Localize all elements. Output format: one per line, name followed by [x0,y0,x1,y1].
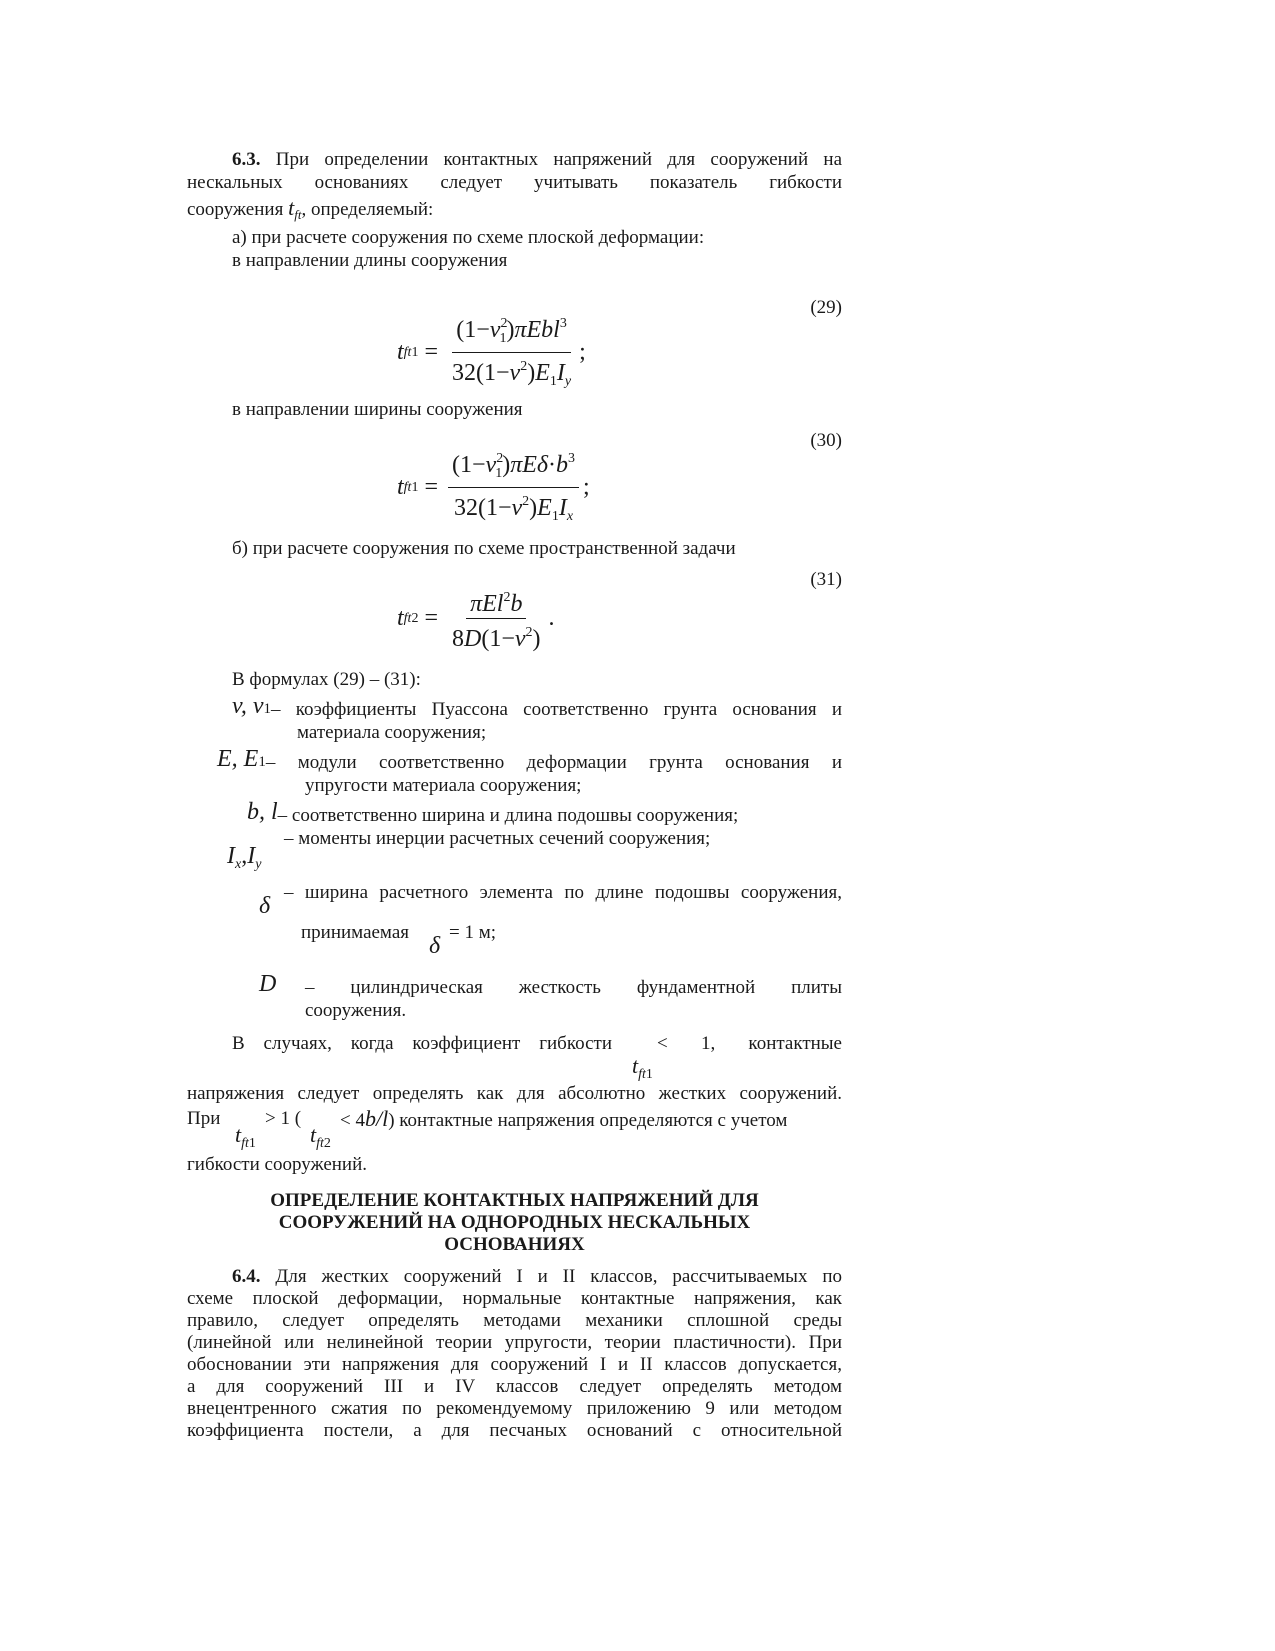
p64-number: 6.4. [232,1266,261,1287]
def-D-text: – цилиндрическая жесткость фундаментной плиты [305,977,842,998]
document-page [187,148,842,1442]
def-nu-text2: материала сооружения; [297,722,487,743]
cases-line4: гибкости сооружений. [187,1154,368,1175]
def-nu-text: – коэффициенты Пуассона соответственно грунта основания и [271,699,842,720]
case-b-text: б) при расчете сооружения по схеме пространственной задачи [232,538,736,559]
cases-l3c: < 4 [340,1110,365,1131]
cases-l3e: ) контактные напряжения определяются с учетом [388,1110,788,1131]
in-formulas-text: В формулах (29) – (31): [232,669,421,690]
p63-line2: нескальных основаниях следует учитывать показатель гибкости [187,172,842,193]
I-symbol: $I_x,I_y$ [227,843,262,872]
def-bl-text: – соответственно ширина и длина подошвы сооружения; [277,805,739,826]
def-D-text2: сооружения. [305,1000,407,1021]
delta-symbol-2: δ [429,933,441,959]
tft2-symbol: $t_{ft2}$ [310,1122,331,1151]
E-symbol: E, E [217,746,259,772]
cases-line1 [187,1032,842,1082]
p63-number: 6.3. [232,149,261,170]
def-delta-text: – ширина расчетного элемента по длине подошвы сооружения, [284,882,842,903]
def-E-text: – модули соответственно деформации грунта основания и [265,752,842,773]
cases-l3a: При [187,1108,221,1129]
cases-line2: напряжения следует определять как для абсолютно жестких сооружений. [187,1083,842,1104]
equation-30-formula: t ft 1 = $\frac{(1-\nu^2_1)\pi E\delta\cdot b^3}{32(1-\nu^2)E_1I_x}$ ; [397,447,590,528]
equation-30 [187,429,842,537]
def-nu: v, v1 – коэффициенты Пуассона соответственно грунта основания и [232,693,842,720]
length-direction-text: в направлении длины сооружения [232,250,508,271]
equation-31-formula: t ft 2 = $\frac{\pi El^2b}{8D(1-\nu^2)}$ . [397,586,555,651]
equation-31 [187,568,842,668]
bl-symbol: b, l [247,799,278,825]
def-delta [187,881,842,921]
p63-line1: 6.3. При определении контактных напряжений для сооружений на [232,149,843,170]
def-delta-text2a: принимаемая [301,922,409,943]
width-direction-text: в направлении ширины сооружения [232,399,523,420]
cases-l3d: b/l [364,1106,389,1131]
equation-29 [187,280,842,398]
def-I-text: – моменты инерции расчетных сечений сооружения; [284,828,711,849]
def-delta-text2b: = 1 м; [449,922,497,943]
def-delta-line2 [187,921,842,973]
delta-symbol: δ [259,893,271,919]
section-heading: ОПРЕДЕЛЕНИЕ КОНТАКТНЫХ НАПРЯЖЕНИЙ ДЛЯ СООРУЖЕНИЙ НА ОДНОРОДНЫХ НЕСКАЛЬНЫХ ОСНОВАНИЯХ [270,1190,759,1255]
def-bl [247,801,842,827]
equation-30-number: (30) [810,430,842,451]
D-symbol: D [259,971,277,997]
nu-symbol: v, v [232,693,264,719]
cases-l3b: > 1 ( [265,1108,302,1129]
cases-line3 [187,1107,842,1153]
equation-31-number: (31) [810,569,842,590]
cases-l1b: < 1, контактные [657,1033,842,1054]
equation-29-formula: t ft 1 = $\frac{(1-\nu^2_1)\pi Ebl^3}{32(1-\nu^2)E_1I_y}$ ; [397,312,586,393]
def-E: E, E1 – модули соответственно деформации грунта основания и [217,746,842,773]
def-E-text2: упругости материала сооружения; [305,775,582,796]
equation-29-number: (29) [810,297,842,318]
tft1-symbol-b: $t_{ft1}$ [235,1122,256,1151]
p63-line3: сооружения $t_{ft}$, определяемый: [187,195,434,222]
p64-paragraph: 6.4. Для жестких сооружений I и II классов, рассчитываемых по схеме плоской деформации, нормальные контактные напряжения, как правило, следует определять методами механики сплошной среды (линейной или нелинейной теории упругости, теории пластичности). При обосновании эти напряжения для сооружений I и II классов допускается, а для сооружений III и IV классов следует определять методом внецентренного сжатия по рекомендуемому приложению 9 или методом коэффициента постели, а для песчаных оснований с относительной [187,1266,842,1441]
case-a-text: а) при расчете сооружения по схеме плоской деформации: [232,227,705,248]
cases-l1a: В случаях, когда коэффициент гибкости [232,1033,612,1054]
def-D [259,973,842,999]
def-I [187,827,842,881]
tft1-symbol-a: $t_{ft1}$ [632,1053,653,1082]
